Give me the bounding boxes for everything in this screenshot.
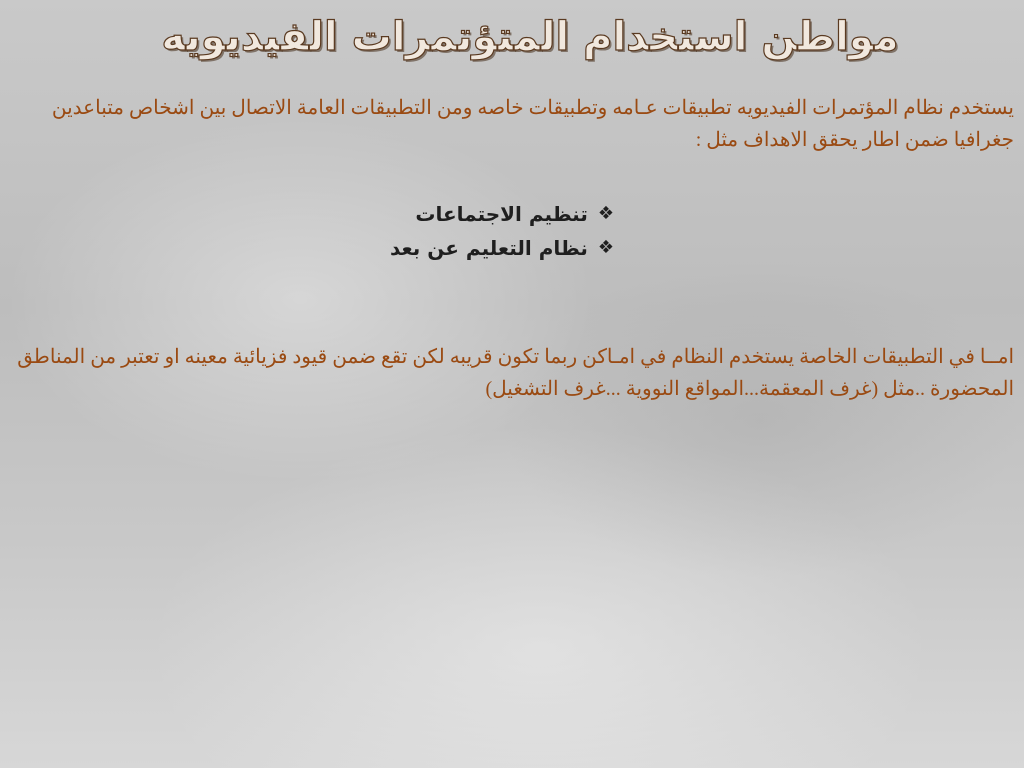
bullet-text: نظام التعليم عن بعد <box>389 236 588 260</box>
slide-title: مواطن استخدام المتؤتمرات الفيديويه <box>161 14 899 60</box>
bullet-list <box>389 197 614 265</box>
bullet-item-meetings <box>394 197 614 231</box>
bullet-item-distance-learning <box>389 231 614 265</box>
special-applications-paragraph: امــا في التطبيقات الخاصة يستخدم النظام في امـاكن ربما تكون قريبه لكن تقع ضمن قيود فزيائية معينه او تعتبر من المناطق المحضورة ..مثل (غرف المعقمة...المواقع النووية ...غرف التشغيل) <box>17 346 1014 400</box>
bullet-text: تنظيم الاجتماعات <box>415 202 588 226</box>
intro-paragraph: يستخدم نظام المؤتمرات الفيديويه تطبيقات عـامه وتطبيقات خاصه ومن التطبيقات العامة الاتصال بين اشخاص متباعدين جغرافيا ضمن اطار يحقق الاهداف مثل : <box>51 97 1014 151</box>
diamond-bullet-icon: ❖ <box>597 202 614 224</box>
diamond-bullet-icon: ❖ <box>597 236 614 258</box>
